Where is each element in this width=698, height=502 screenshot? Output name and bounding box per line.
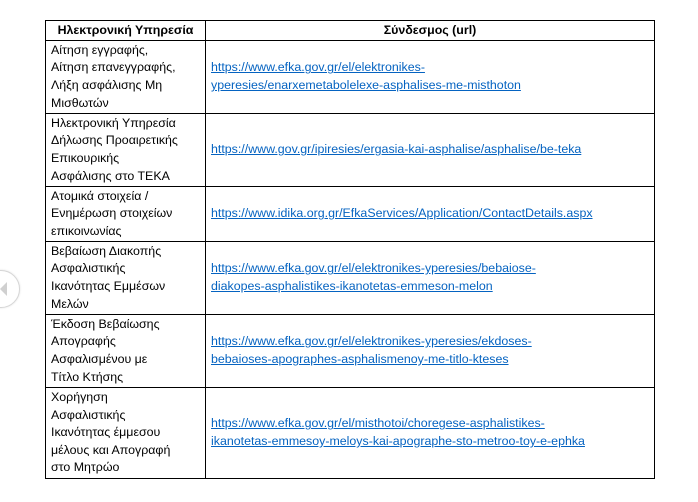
service-link[interactable]: https://www.efka.gov.gr/el/elektronikes- yperesies/enarxemetabolelexe-asphalises-me-misthoton bbox=[211, 60, 521, 92]
url-cell bbox=[206, 187, 655, 242]
table-row bbox=[46, 242, 655, 315]
table-row bbox=[46, 187, 655, 242]
header-service: Ηλεκτρονική Υπηρεσία bbox=[46, 21, 206, 41]
service-link[interactable]: https://www.idika.org.gr/EfkaServices/Application/ContactDetails.aspx bbox=[211, 206, 593, 221]
service-link[interactable]: https://www.efka.gov.gr/el/misthotoi/choregese-asphalistikes- ikanotetas-emmesoy-meloys-kai-apographe-sto-metroo-toy-e-ephka bbox=[211, 416, 585, 448]
services-table bbox=[45, 20, 655, 479]
service-name: Βεβαίωση Διακοπής Ασφαλιστικής Ικανότητας Εμμέσων Μελών bbox=[46, 242, 206, 315]
table-row bbox=[46, 315, 655, 388]
url-cell bbox=[206, 242, 655, 315]
url-cell bbox=[206, 315, 655, 388]
table-row bbox=[46, 388, 655, 479]
table-row bbox=[46, 114, 655, 187]
chevron-left-icon bbox=[0, 281, 9, 297]
service-name: Έκδοση Βεβαίωσης Απογραφής Ασφαλισμένου με Τίτλο Κτήσης bbox=[46, 315, 206, 388]
header-url: Σύνδεσμος (url) bbox=[206, 21, 655, 41]
table-row bbox=[46, 41, 655, 114]
service-name: Ηλεκτρονική Υπηρεσία Δήλωσης Προαιρετικής Επικουρικής Ασφάλισης στο ΤΕΚΑ bbox=[46, 114, 206, 187]
url-cell bbox=[206, 114, 655, 187]
service-name: Ατομικά στοιχεία / Ενημέρωση στοιχείων επικοινωνίας bbox=[46, 187, 206, 242]
side-panel-toggle[interactable] bbox=[0, 270, 20, 308]
table-header-row bbox=[46, 21, 655, 41]
service-link[interactable]: https://www.gov.gr/ipiresies/ergasia-kai-asphalise/asphalise/be-teka bbox=[211, 142, 582, 157]
service-name: Χορήγηση Ασφαλιστικής Ικανότητας έμμεσου μέλους και Απογραφή στο Μητρώο bbox=[46, 388, 206, 479]
service-link[interactable]: https://www.efka.gov.gr/el/elektronikes-yperesies/bebaiose- diakopes-asphalistikes-ikanotetas-emmeson-melon bbox=[211, 261, 536, 293]
url-cell bbox=[206, 388, 655, 479]
url-cell bbox=[206, 41, 655, 114]
service-name: Αίτηση εγγραφής, Αίτηση επανεγγραφής, Λήξη ασφάλισης Μη Μισθωτών bbox=[46, 41, 206, 114]
service-link[interactable]: https://www.efka.gov.gr/el/elektronikes-yperesies/ekdoses- bebaioses-apographes-asphalismenoy-me-titlo-kteses bbox=[211, 334, 532, 366]
